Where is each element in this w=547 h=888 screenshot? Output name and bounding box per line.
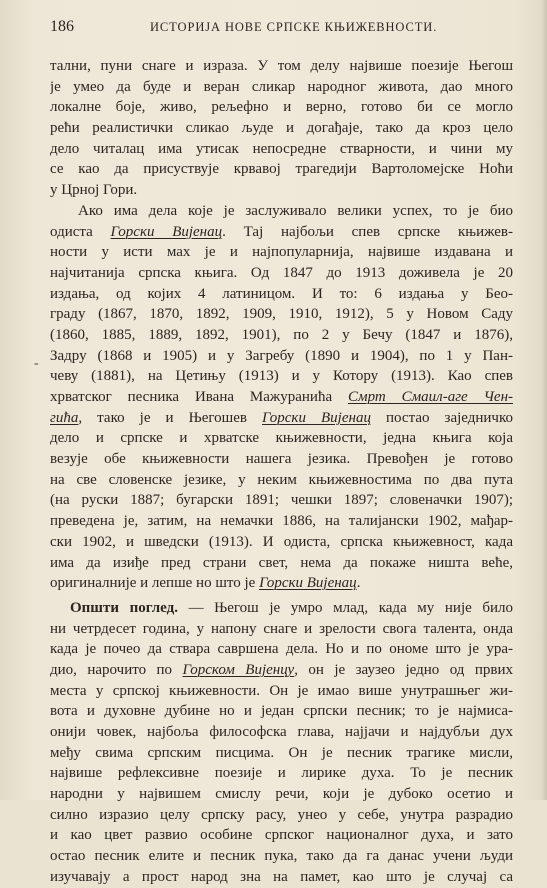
text-run: дио, нарочито по bbox=[50, 661, 183, 678]
text-run: преведена је, затим, на немачки 1886, на талијански 1902, мађар- bbox=[50, 513, 513, 530]
text-line bbox=[50, 681, 513, 702]
text-line bbox=[50, 553, 513, 574]
text-line bbox=[50, 180, 513, 201]
text-line bbox=[50, 805, 513, 826]
text-line bbox=[50, 449, 513, 470]
text-run: Ако има дела које је заслуживало велики успех, то је био bbox=[78, 202, 513, 219]
text-line bbox=[50, 743, 513, 764]
text-run: изучавају а прост народ зна на памет, као што је случај са bbox=[50, 868, 513, 885]
text-line bbox=[50, 660, 513, 681]
text-line bbox=[50, 825, 513, 846]
text-line bbox=[50, 408, 513, 429]
text-line bbox=[50, 325, 513, 346]
text-line bbox=[50, 784, 513, 805]
page-header bbox=[0, 18, 547, 38]
text-line bbox=[50, 346, 513, 367]
text-run: ни четрдесет година, у напону снаге и зрелости свога талента, онда bbox=[50, 620, 513, 637]
text-line bbox=[50, 284, 513, 305]
text-run: постао заједничко bbox=[370, 409, 513, 426]
italic-title: гића bbox=[50, 409, 79, 426]
text-line bbox=[50, 573, 513, 594]
text-run: дело и српске и хрватске књижевности, једна књига која bbox=[50, 430, 513, 447]
text-line bbox=[50, 263, 513, 284]
text-run: најчитанија српска књига. Од 1847 до 1913 доживела је 20 bbox=[50, 264, 513, 281]
text-line bbox=[50, 366, 513, 387]
text-run: највише рефлексивне поезије и лирике духа. То је песник bbox=[50, 765, 513, 782]
text-line bbox=[50, 701, 513, 722]
text-run: граду (1867, 1870, 1892, 1909, 1910, 1912), 5 у Новом Саду bbox=[50, 306, 513, 323]
text-run: , тако је и Његошев bbox=[78, 409, 263, 426]
text-line bbox=[50, 118, 513, 139]
text-run: . bbox=[356, 575, 361, 592]
italic-title: Горски Вијенац bbox=[262, 409, 371, 426]
text-run: онији човек, најбоља философска глава, најјачи и најдубљи дух bbox=[50, 724, 513, 740]
text-line bbox=[50, 722, 513, 743]
text-run: на све словенске језике, у неким књижевностима по два пута bbox=[50, 471, 513, 488]
text-run: је умео да буде и веран сликар народног живота, дао много bbox=[50, 78, 513, 95]
text-line bbox=[50, 598, 513, 619]
text-run: оригиналније и лепше но што је bbox=[50, 575, 260, 592]
text-run: — Његош је умро млад, када му није било bbox=[177, 599, 513, 616]
text-line bbox=[50, 867, 513, 888]
text-line bbox=[50, 159, 513, 180]
text-run: вота и духовне дубине но и један српски песник; то је најмиса- bbox=[50, 703, 513, 720]
margin-mark: - bbox=[34, 356, 39, 371]
text-line bbox=[50, 511, 513, 532]
italic-title: Горски Вијенац bbox=[110, 223, 223, 240]
text-run: дело читалац има утисак непосредне стварности, и чини му bbox=[50, 140, 513, 157]
text-line bbox=[50, 304, 513, 325]
text-line bbox=[50, 490, 513, 511]
page-number: 186 bbox=[50, 18, 74, 35]
text-run: рећи реалистички сликао људе и догађаје, тако да кроз цело bbox=[50, 120, 513, 137]
text-line bbox=[50, 387, 513, 408]
text-run: ности у исти мах је и најпопуларнија, највише издавана и bbox=[50, 244, 513, 261]
text-line bbox=[50, 56, 513, 77]
text-run: одиста bbox=[50, 223, 111, 240]
text-line bbox=[50, 97, 513, 118]
text-run: везује обе књижевности нашега језика. Превођен је готово bbox=[50, 451, 513, 468]
text-run: , он је заузео једно од првих bbox=[294, 661, 513, 678]
text-run: тални, пуни снаге и израза. У том делу највише поезије Његош bbox=[50, 58, 513, 74]
italic-title: Горском Вијенцу bbox=[182, 661, 295, 678]
italic-title: Горски Вијенац bbox=[259, 575, 357, 592]
text-run: силно изразио целу српску расу, унео у себе, унутра разрадио bbox=[50, 806, 513, 823]
text-line bbox=[50, 77, 513, 98]
text-run: (на руски 1887; бугарски 1891; чешки 1897; словеначки 1907); bbox=[50, 492, 513, 509]
section-heading: Општи поглед. bbox=[70, 599, 178, 616]
text-run: има да изиђе пред страни свет, нема да покаже ништа веће, bbox=[50, 554, 513, 571]
body-text bbox=[50, 56, 513, 888]
text-run: се као да присуствује крвавој трагедији Вартоломејске Ноћи bbox=[50, 161, 513, 178]
italic-title: Смрт Смаил-аге Чен- bbox=[348, 389, 513, 405]
text-line bbox=[50, 242, 513, 263]
text-run: (1860, 1885, 1889, 1892, 1901), по 2 у Бечу (1847 и 1876), bbox=[50, 326, 513, 343]
text-run: када је почео да ствара савршена дела. Но и по ономе што је ура- bbox=[50, 641, 513, 658]
text-line bbox=[50, 532, 513, 553]
text-line bbox=[50, 846, 513, 867]
text-line bbox=[50, 139, 513, 160]
text-run: места у српској књижевности. Он је имао више унутрашњег жи- bbox=[50, 682, 513, 699]
text-run: Задру (1868 и 1905) и у Загребу (1890 и 1904), по 1 у Пан- bbox=[50, 347, 513, 364]
text-run: и као цвет развио особине српског националног духа, и зато bbox=[50, 827, 513, 844]
text-line bbox=[50, 222, 513, 243]
text-line bbox=[50, 428, 513, 449]
text-line bbox=[50, 639, 513, 660]
text-run: издања, од којих 4 латиницом. И то: 6 издања у Бео- bbox=[50, 285, 513, 302]
text-line bbox=[50, 201, 513, 222]
text-run: локалне боје, живо, рељефно и верно, готово би се могло bbox=[50, 99, 513, 116]
text-run: хрватског песника Ивана Мажуранића bbox=[50, 389, 348, 405]
text-run: чеву (1881), на Цетињу (1913) и у Котору (1913). Као спев bbox=[50, 368, 513, 385]
text-run: у Црној Гори. bbox=[50, 182, 138, 199]
running-head: ИСТОРИЈА НОВЕ СРПСКЕ КЊИЖЕВНОСТИ. bbox=[150, 20, 438, 34]
text-line bbox=[50, 763, 513, 784]
text-run: међу свима српским писцима. Он је песник трагике мисли, bbox=[50, 744, 513, 761]
text-line bbox=[50, 619, 513, 640]
scan-edge bbox=[541, 0, 547, 800]
text-run: . Тај најбољи спев српске књижев- bbox=[222, 223, 513, 240]
text-run: ски 1902, и шведски (1913). И одиста, српска књижевност, када bbox=[50, 533, 513, 550]
text-run: народни у највишем смислу речи, који је дубоко осетио и bbox=[50, 786, 513, 803]
text-line bbox=[50, 470, 513, 491]
text-run: остао песник елите и песник пука, тако да га данас учени људи bbox=[50, 848, 513, 865]
